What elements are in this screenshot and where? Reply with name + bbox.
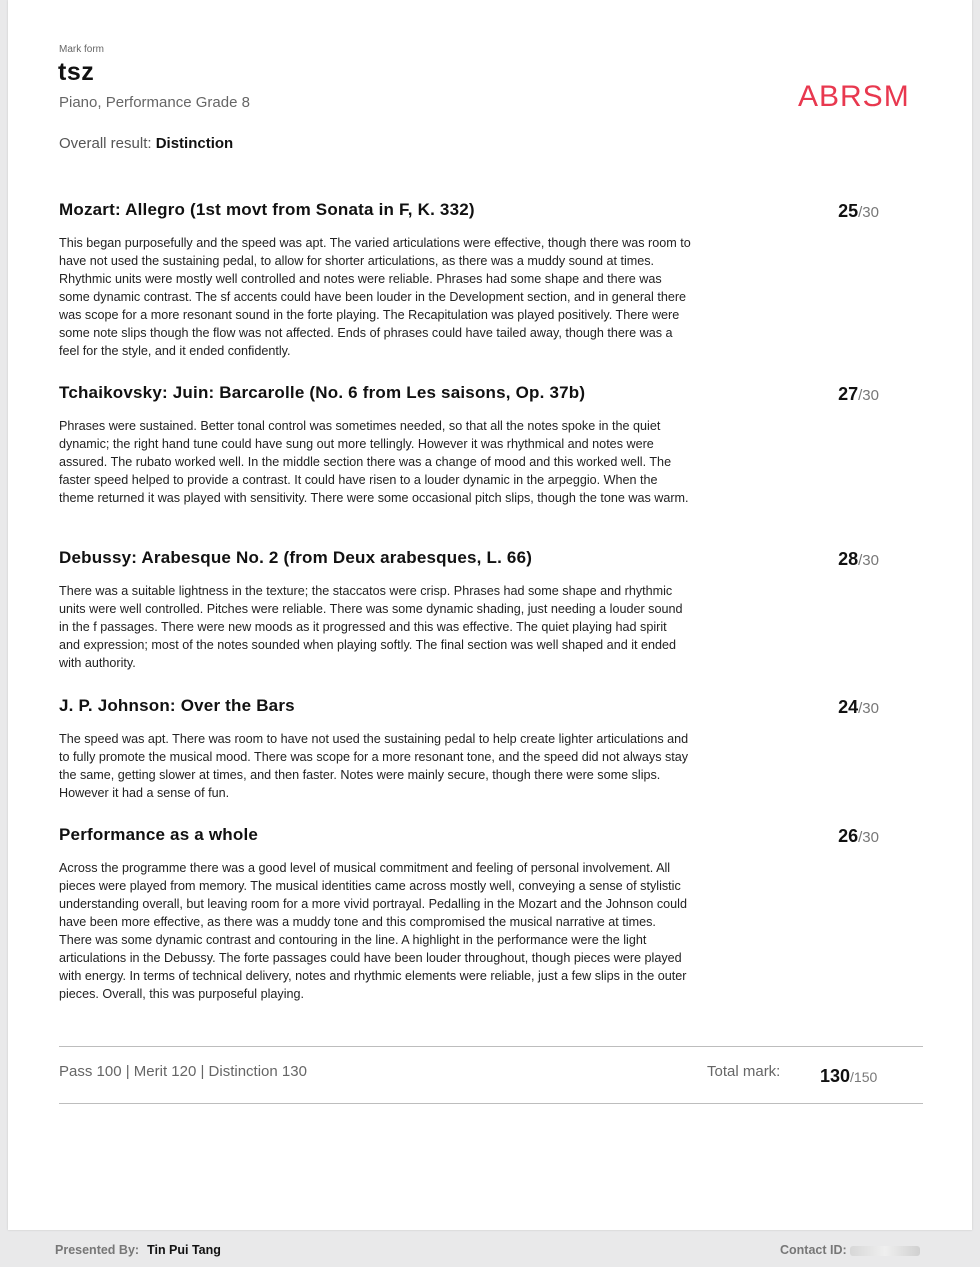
result-value: Distinction — [155, 135, 234, 152]
redacted-contact-icon — [850, 1246, 920, 1256]
section-comment: The speed was apt. There was room to have not used the sustaining pedal to help create lighter articulations and to fully promote the musical mood. There was scope for a more resonant tone, and the speed did not always stay the same, getting slower at times, and then faster. Notes were mainly secure, though there were some slips. However it had a sense of fun. — [59, 732, 689, 800]
mark-form-page — [8, 0, 972, 1230]
section-title: Mozart: Allegro (1st movt from Sonata in F, K. 332) — [59, 200, 475, 219]
mark-max: /30 — [858, 700, 879, 717]
candidate-name: tsz — [58, 58, 95, 86]
section-mark — [838, 549, 879, 570]
form-label: Mark form — [59, 44, 104, 55]
section-tchaikovsky — [59, 383, 889, 507]
mark-value: 24 — [838, 697, 859, 717]
mark-value: 27 — [838, 384, 859, 404]
section-title: Debussy: Arabesque No. 2 (from Deux arabesques, L. 66) — [59, 548, 533, 567]
mark-value: 26 — [838, 826, 859, 846]
section-comment: There was a suitable lightness in the texture; the staccatos were crisp. Phrases had some shape and rhythmic units were well controlled. Pitches were reliable. There was some dynamic shading, just needing a louder sound in the f passages. There were new moods as it progressed and this was effective. The quiet playing had spirit and expression; most of the notes sounded when playing softly. The final section was well shaped and it ended with authority. — [59, 584, 683, 670]
contact-label: Contact ID: — [780, 1243, 847, 1257]
section-title: Performance as a whole — [59, 825, 259, 844]
section-comment: Phrases were sustained. Better tonal control was sometimes needed, so that all the notes spoke in the quiet dynamic; the right hand tune could have sung out more tellingly. However it was rhythmical and notes were assured. The rubato worked well. In the middle section there was a change of mood and this worked well. The faster speed helped to provide a contrast. It could have risen to a louder dynamic in the arpeggio. When the theme returned it was played with sensitivity. There were some occasional pitch slips, though the tone was warm. — [59, 419, 689, 505]
section-johnson — [59, 696, 889, 802]
abrsm-logo: ABRSM — [798, 80, 910, 113]
section-title: Tchaikovsky: Juin: Barcarolle (No. 6 from Les saisons, Op. 37b) — [59, 383, 586, 402]
mark-max: /30 — [858, 552, 879, 569]
section-debussy — [59, 548, 889, 672]
section-mark — [838, 201, 879, 222]
mark-value: 25 — [838, 201, 859, 221]
section-comment: This began purposefully and the speed was apt. The varied articulations were effective, though there was room to have not used the sustaining pedal, to allow for shorter articulations, as there was a muddy sound at times. Rhythmic units were mostly well controlled and notes were reliable. Phrases had some shape and there was some dynamic contrast. The sf accents could have been louder in the Development section, and in general there was scope for a more resonant sound in the forte playing. The Recapitulation was played positively. There were some note slips though the flow was not affected. Ends of phrases could have tailed away, though there was a feel for the style, and it ended confidently. — [59, 236, 691, 358]
overall-result — [59, 135, 233, 152]
total-mark-label: Total mark: — [707, 1063, 781, 1080]
presented-by — [55, 1243, 221, 1257]
section-title: J. P. Johnson: Over the Bars — [59, 696, 295, 715]
divider-top — [59, 1046, 923, 1047]
total-mark — [820, 1066, 877, 1087]
section-mark — [838, 384, 879, 405]
section-comment: Across the programme there was a good level of musical commitment and feeling of personal involvement. All pieces were played from memory. The musical identities came across mostly well, conveying a sense of stylistic understanding overall, but leaving room for a more vivid portrayal. Pedalling in the Mozart and the Johnson could have been more effective, as there was a muddy tone and this compromised the musical narrative at times. There was some dynamic contrast and contouring in the line. A highlight in the performance were the light articulations in the Debussy. The forte passages could have been louder throughout, though pieces were played with energy. In terms of technical delivery, notes and rhythmic elements were reliable, just a few slips in the outer pieces. Overall, this was purposeful playing. — [59, 861, 687, 1001]
section-mozart — [59, 200, 889, 360]
mark-max: /30 — [858, 829, 879, 846]
contact-id — [780, 1243, 920, 1257]
presenter-name: Tin Pui Tang — [147, 1243, 221, 1257]
result-label: Overall result: — [59, 135, 152, 152]
section-overall — [59, 825, 889, 1003]
grade-thresholds: Pass 100 | Merit 120 | Distinction 130 — [59, 1063, 307, 1080]
subject-line: Piano, Performance Grade 8 — [59, 94, 250, 111]
mark-max: /30 — [858, 387, 879, 404]
divider-bottom — [59, 1103, 923, 1104]
presented-label: Presented By: — [55, 1243, 140, 1257]
mark-value: 28 — [838, 549, 859, 569]
section-mark — [838, 697, 879, 718]
section-mark — [838, 826, 879, 847]
mark-max: /30 — [858, 204, 879, 221]
total-mark-max: /150 — [850, 1069, 878, 1085]
total-mark-value: 130 — [820, 1066, 851, 1086]
